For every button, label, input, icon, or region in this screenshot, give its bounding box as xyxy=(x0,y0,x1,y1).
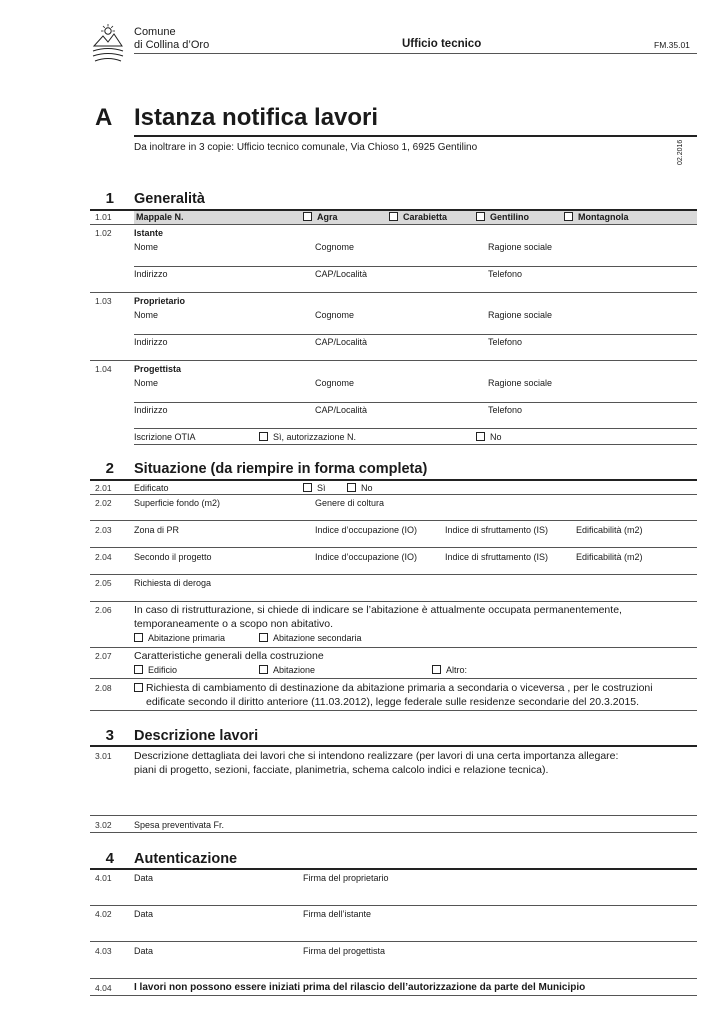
checkbox[interactable] xyxy=(134,665,143,674)
edificato-no-option[interactable]: No xyxy=(347,483,373,494)
page-title: Istanza notifica lavori xyxy=(134,104,379,131)
checkbox[interactable] xyxy=(389,212,398,221)
ristrutturazione-text-line2: temporaneamente o a scopo non abitativo. xyxy=(134,618,334,630)
row-2-07-number: 2.07 xyxy=(95,651,112,661)
field-cap-localita[interactable]: CAP/Località xyxy=(315,269,368,279)
option-agra[interactable]: Agra xyxy=(303,212,338,223)
field-telefono[interactable]: Telefono xyxy=(488,269,523,279)
edificato-label: Edificato xyxy=(134,483,169,493)
field-nome[interactable]: Nome xyxy=(134,242,159,252)
row-divider xyxy=(90,678,697,679)
indice-sfruttamento-field[interactable]: Indice di sfruttamento (IS) xyxy=(445,552,549,562)
row-divider xyxy=(134,334,697,335)
field-nome[interactable]: Nome xyxy=(134,378,159,388)
indice-sfruttamento-field[interactable]: Indice di sfruttamento (IS) xyxy=(445,525,549,535)
descrizione-textarea[interactable] xyxy=(134,780,697,814)
field-cognome[interactable]: Cognome xyxy=(315,242,355,252)
row-1-03-number: 1.03 xyxy=(95,296,112,306)
firma-proprietario-field[interactable]: Firma del proprietario xyxy=(303,873,389,883)
data-field[interactable]: Data xyxy=(134,909,154,919)
firma-istante-field[interactable]: Firma dell’istante xyxy=(303,909,372,919)
row-divider xyxy=(90,574,697,575)
checkbox[interactable] xyxy=(259,432,268,441)
field-indirizzo[interactable]: Indirizzo xyxy=(134,269,168,279)
coat-of-arms-logo xyxy=(90,22,126,66)
row-1-01-number: 1.01 xyxy=(95,212,112,222)
field-telefono[interactable]: Telefono xyxy=(488,337,523,347)
cambiamento-text-line1: Richiesta di cambiamento di destinazione da abitazione primaria a secondaria o viceversa , per le costruzioni xyxy=(146,682,653,694)
section-3-number: 3 xyxy=(105,727,114,744)
row-2-02-number: 2.02 xyxy=(95,498,112,508)
form-date-code: 02.2016 xyxy=(677,139,684,165)
checkbox[interactable] xyxy=(476,212,485,221)
section-1-title: Generalità xyxy=(134,191,205,207)
row-4-04-number: 4.04 xyxy=(95,983,112,993)
edificato-yes-option[interactable]: Sì xyxy=(303,483,326,494)
page-subtitle: Da inoltrare in 3 copie: Ufficio tecnico comunale, Via Chioso 1, 6925 Gentilino xyxy=(134,142,478,153)
section-3-rule xyxy=(90,745,697,747)
field-indirizzo[interactable]: Indirizzo xyxy=(134,405,168,415)
proprietario-label: Proprietario xyxy=(134,296,186,306)
section-1-number: 1 xyxy=(105,190,114,207)
row-divider xyxy=(90,978,697,979)
row-divider xyxy=(90,710,697,711)
edificio-option[interactable]: Edificio xyxy=(134,665,177,676)
checkbox[interactable] xyxy=(259,665,268,674)
section-4-number: 4 xyxy=(105,850,114,867)
superficie-fondo-field[interactable]: Superficie fondo (m2) xyxy=(134,498,221,508)
progettista-label: Progettista xyxy=(134,364,182,374)
row-divider xyxy=(90,647,697,648)
row-1-02-number: 1.02 xyxy=(95,228,112,238)
section-4-title: Autenticazione xyxy=(134,851,238,867)
cambiamento-text-line2: edificate secondo il diritto anteriore (11.03.2012), legge federale sulle residenze secondarie del 20.3.2015. xyxy=(146,696,640,708)
section-2-rule xyxy=(90,479,697,481)
row-divider xyxy=(90,815,697,816)
row-4-02-number: 4.02 xyxy=(95,909,112,919)
checkbox[interactable] xyxy=(134,683,143,692)
otia-label: Iscrizione OTIA xyxy=(134,432,196,442)
option-gentilino[interactable]: Gentilino xyxy=(476,212,529,223)
field-cognome[interactable]: Cognome xyxy=(315,378,355,388)
descrizione-text-line1: Descrizione dettagliata dei lavori che si intendono realizzare (per lavori di una certa importanza allegare: xyxy=(134,750,619,762)
secondo-progetto-field[interactable]: Secondo il progetto xyxy=(134,552,212,562)
abitazione-option[interactable]: Abitazione xyxy=(259,665,315,676)
firma-progettista-field[interactable]: Firma del progettista xyxy=(303,946,386,956)
field-telefono[interactable]: Telefono xyxy=(488,405,523,415)
field-cap-localita[interactable]: CAP/Località xyxy=(315,337,368,347)
checkbox[interactable] xyxy=(259,633,268,642)
row-divider xyxy=(90,520,697,521)
zona-pr-field[interactable]: Zona di PR xyxy=(134,525,180,535)
section-4-rule xyxy=(90,868,697,870)
data-field[interactable]: Data xyxy=(134,873,154,883)
row-4-01-number: 4.01 xyxy=(95,873,112,883)
data-field[interactable]: Data xyxy=(134,946,154,956)
row-2-06-number: 2.06 xyxy=(95,605,112,615)
row-3-02-number: 3.02 xyxy=(95,820,112,830)
title-rule xyxy=(134,135,697,137)
municipality-name-line1: Comune xyxy=(134,26,176,38)
checkbox[interactable] xyxy=(476,432,485,441)
row-1-04-number: 1.04 xyxy=(95,364,112,374)
spesa-preventivata-field[interactable]: Spesa preventivata Fr. xyxy=(134,820,225,830)
header-divider xyxy=(134,53,697,54)
richiesta-deroga-field[interactable]: Richiesta di deroga xyxy=(134,578,212,588)
form-code: FM.35.01 xyxy=(654,40,690,50)
abitazione-primaria-option[interactable]: Abitazione primaria xyxy=(134,633,225,644)
row-divider xyxy=(90,905,697,906)
row-divider xyxy=(90,360,697,361)
row-2-03-number: 2.03 xyxy=(95,525,112,535)
municipality-name-line2: di Collina d’Oro xyxy=(134,39,210,51)
row-divider xyxy=(134,402,697,403)
checkbox[interactable] xyxy=(134,633,143,642)
section-3-title: Descrizione lavori xyxy=(134,728,259,744)
section-2-number: 2 xyxy=(105,460,114,477)
row-divider xyxy=(90,601,697,602)
caratteristiche-text: Caratteristiche generali della costruzione xyxy=(134,650,324,662)
row-divider xyxy=(90,292,697,293)
ristrutturazione-text-line1: In caso di ristrutturazione, si chiede di indicare se l’abitazione è attualmente occupata permanentemente, xyxy=(134,604,622,616)
abitazione-secondaria-option[interactable]: Abitazione secondaria xyxy=(259,633,362,644)
field-indirizzo[interactable]: Indirizzo xyxy=(134,337,168,347)
row-2-04-number: 2.04 xyxy=(95,552,112,562)
row-divider xyxy=(90,995,697,996)
edificabilita-field[interactable]: Edificabilità (m2) xyxy=(576,525,643,535)
altro-option[interactable]: Altro: xyxy=(432,665,467,676)
checkbox[interactable] xyxy=(347,483,356,492)
checkbox[interactable] xyxy=(564,212,573,221)
otia-no-option[interactable]: No xyxy=(476,432,502,443)
row-divider xyxy=(134,266,697,267)
descrizione-text-line2: piani di progetto, sezioni, facciate, planimetria, schema calcolo indici e relazione tecnica). xyxy=(134,764,549,776)
checkbox[interactable] xyxy=(432,665,441,674)
office-name: Ufficio tecnico xyxy=(402,38,482,50)
row-2-05-number: 2.05 xyxy=(95,578,112,588)
row-divider xyxy=(134,444,697,445)
row-divider xyxy=(90,941,697,942)
checkbox[interactable] xyxy=(303,483,312,492)
row-2-01-number: 2.01 xyxy=(95,483,112,493)
section-2-title: Situazione (da riempire in forma completa) xyxy=(134,461,428,477)
istante-label: Istante xyxy=(134,228,164,238)
field-ragione-sociale[interactable]: Ragione sociale xyxy=(488,242,553,252)
row-divider xyxy=(90,547,697,548)
section-letter: A xyxy=(95,104,113,131)
indice-occupazione-field[interactable]: Indice d’occupazione (IO) xyxy=(315,552,418,562)
notice-text: I lavori non possono essere iniziati prima del rilascio dell’autorizzazione da parte del Municipio xyxy=(134,982,586,993)
field-ragione-sociale[interactable]: Ragione sociale xyxy=(488,310,553,320)
row-divider xyxy=(134,428,697,429)
genere-coltura-field[interactable]: Genere di coltura xyxy=(315,498,385,508)
field-nome[interactable]: Nome xyxy=(134,310,159,320)
row-3-01-number: 3.01 xyxy=(95,751,112,761)
mappale-label: Mappale N. xyxy=(136,212,184,222)
checkbox[interactable] xyxy=(303,212,312,221)
row-divider xyxy=(90,224,697,225)
indice-occupazione-field[interactable]: Indice d’occupazione (IO) xyxy=(315,525,418,535)
otia-yes-option[interactable]: Sì, autorizzazione N. xyxy=(259,432,356,443)
field-ragione-sociale[interactable]: Ragione sociale xyxy=(488,378,553,388)
option-montagnola[interactable]: Montagnola xyxy=(564,212,629,223)
row-divider xyxy=(90,494,697,495)
field-cognome[interactable]: Cognome xyxy=(315,310,355,320)
edificabilita-field[interactable]: Edificabilità (m2) xyxy=(576,552,643,562)
field-cap-localita[interactable]: CAP/Località xyxy=(315,405,368,415)
row-4-03-number: 4.03 xyxy=(95,946,112,956)
row-2-08-number: 2.08 xyxy=(95,683,112,693)
row-divider xyxy=(90,832,697,833)
option-carabietta[interactable]: Carabietta xyxy=(389,212,447,223)
